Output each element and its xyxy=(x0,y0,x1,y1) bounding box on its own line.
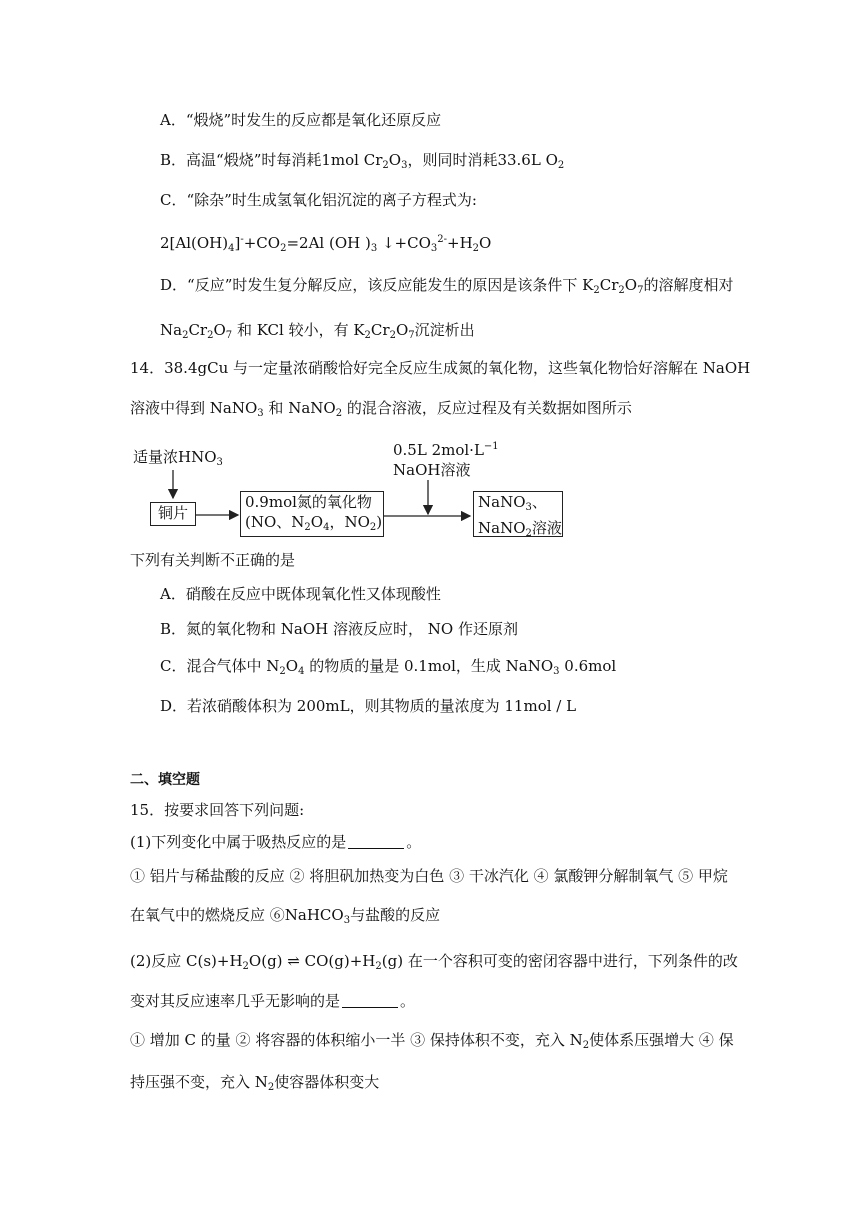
q15-part2-cont: 变对其反应速率几乎无影响的是 。 xyxy=(130,992,416,1010)
q13-option-d-cont: $Na_2Cr_2O_7$ 和 KCl 较小，有 $K_2Cr_2O_7$沉淀析出 xyxy=(160,321,475,341)
q13-option-d: D．“反应”时发生复分解反应，该反应能发生的原因是该条件下 $K_2Cr_2O_7$的溶解度相对 xyxy=(160,276,734,296)
q13-option-a: A．“煅烧”时发生的反应都是氧化还原反应 xyxy=(160,111,442,129)
products-box: NaNO$_3$、 NaNO$_2$溶液 xyxy=(473,491,563,537)
q14-prompt: 下列有关判断不正确的是 xyxy=(130,551,296,569)
hno3-label: 适量浓$HNO_3$ xyxy=(133,448,223,468)
q15-stem: 15．按要求回答下列问题: xyxy=(130,801,305,819)
section-title: 二、填空题 xyxy=(130,772,200,788)
q15-part1-options-cont: 在氧气中的燃烧反应 ⑥NaHCO$_3$与盐酸的反应 xyxy=(130,906,441,926)
q14-option-d: D．若浓硝酸体积为 200mL，则其物质的量浓度为 11mol / L xyxy=(160,697,577,715)
q15-part2: (2)反应 $C(s)+H_2O(g)$ ⇌ $CO(g)+H_2(g)$ 在一个容积可变的密闭容器中进行，下列条件的改 xyxy=(130,952,738,972)
q14-stem-line2: 溶液中得到 NaNO$_3$ 和 NaNO$_2$ 的混合溶液，反应过程及有关数据如图所示 xyxy=(130,399,632,419)
q14-option-a: A．硝酸在反应中既体现氧化性又体现酸性 xyxy=(160,585,441,603)
q13-option-b: B．高温“煅烧”时每消耗1mol $Cr_2O_3$，则同时消耗33.6L $O_2$ xyxy=(160,151,565,171)
q13-equation: $2[Al(OH)_4]^-+CO_2=2Al$ (OH )$_3$ $↓+CO_3^{2-}+H_2O$ xyxy=(160,234,492,254)
naoh-label: 0.5L $2mol\cdot L^{-1}$ NaOH溶液 xyxy=(393,441,499,479)
answer-blank-2[interactable] xyxy=(342,993,398,1008)
answer-blank-1[interactable] xyxy=(348,834,404,849)
reaction-flow-diagram xyxy=(0,0,860,560)
q15-part2-options: ① 增加 C 的量 ② 将容器的体积缩小一半 ③ 保持体积不变，充入 $N_2$使体系压强增大 ④ 保 xyxy=(130,1031,734,1051)
q15-part1-options: ① 铝片与稀盐酸的反应 ② 将胆矾加热变为白色 ③ 干冰汽化 ④ 氯酸钾分解制氧气 ⑤ 甲烷 xyxy=(130,867,728,885)
copper-box: 铜片 xyxy=(150,502,196,526)
q15-part1: (1)下列变化中属于吸热反应的是 。 xyxy=(130,833,422,851)
q14-stem-line1: 14．38.4gCu 与一定量浓硝酸恰好完全反应生成氮的氧化物，这些氧化物恰好溶解在 NaOH xyxy=(130,359,751,377)
q15-part2-options-cont: 持压强不变，充入 $N_2$使容器体积变大 xyxy=(130,1073,380,1093)
q13-option-c: C．“除杂”时生成氢氧化铝沉淀的离子方程式为: xyxy=(160,191,477,209)
q14-option-c: C．混合气体中 $N_2O_4$ 的物质的量是 0.1mol，生成 NaNO$_3$ 0.6mol xyxy=(160,657,617,677)
nitrogen-oxides-box: 0.9mol氮的氧化物 (NO、$N_2O_4$，$NO_2$) xyxy=(240,491,384,537)
q14-option-b: B．氮的氧化物和 NaOH 溶液反应时， NO 作还原剂 xyxy=(160,620,518,638)
